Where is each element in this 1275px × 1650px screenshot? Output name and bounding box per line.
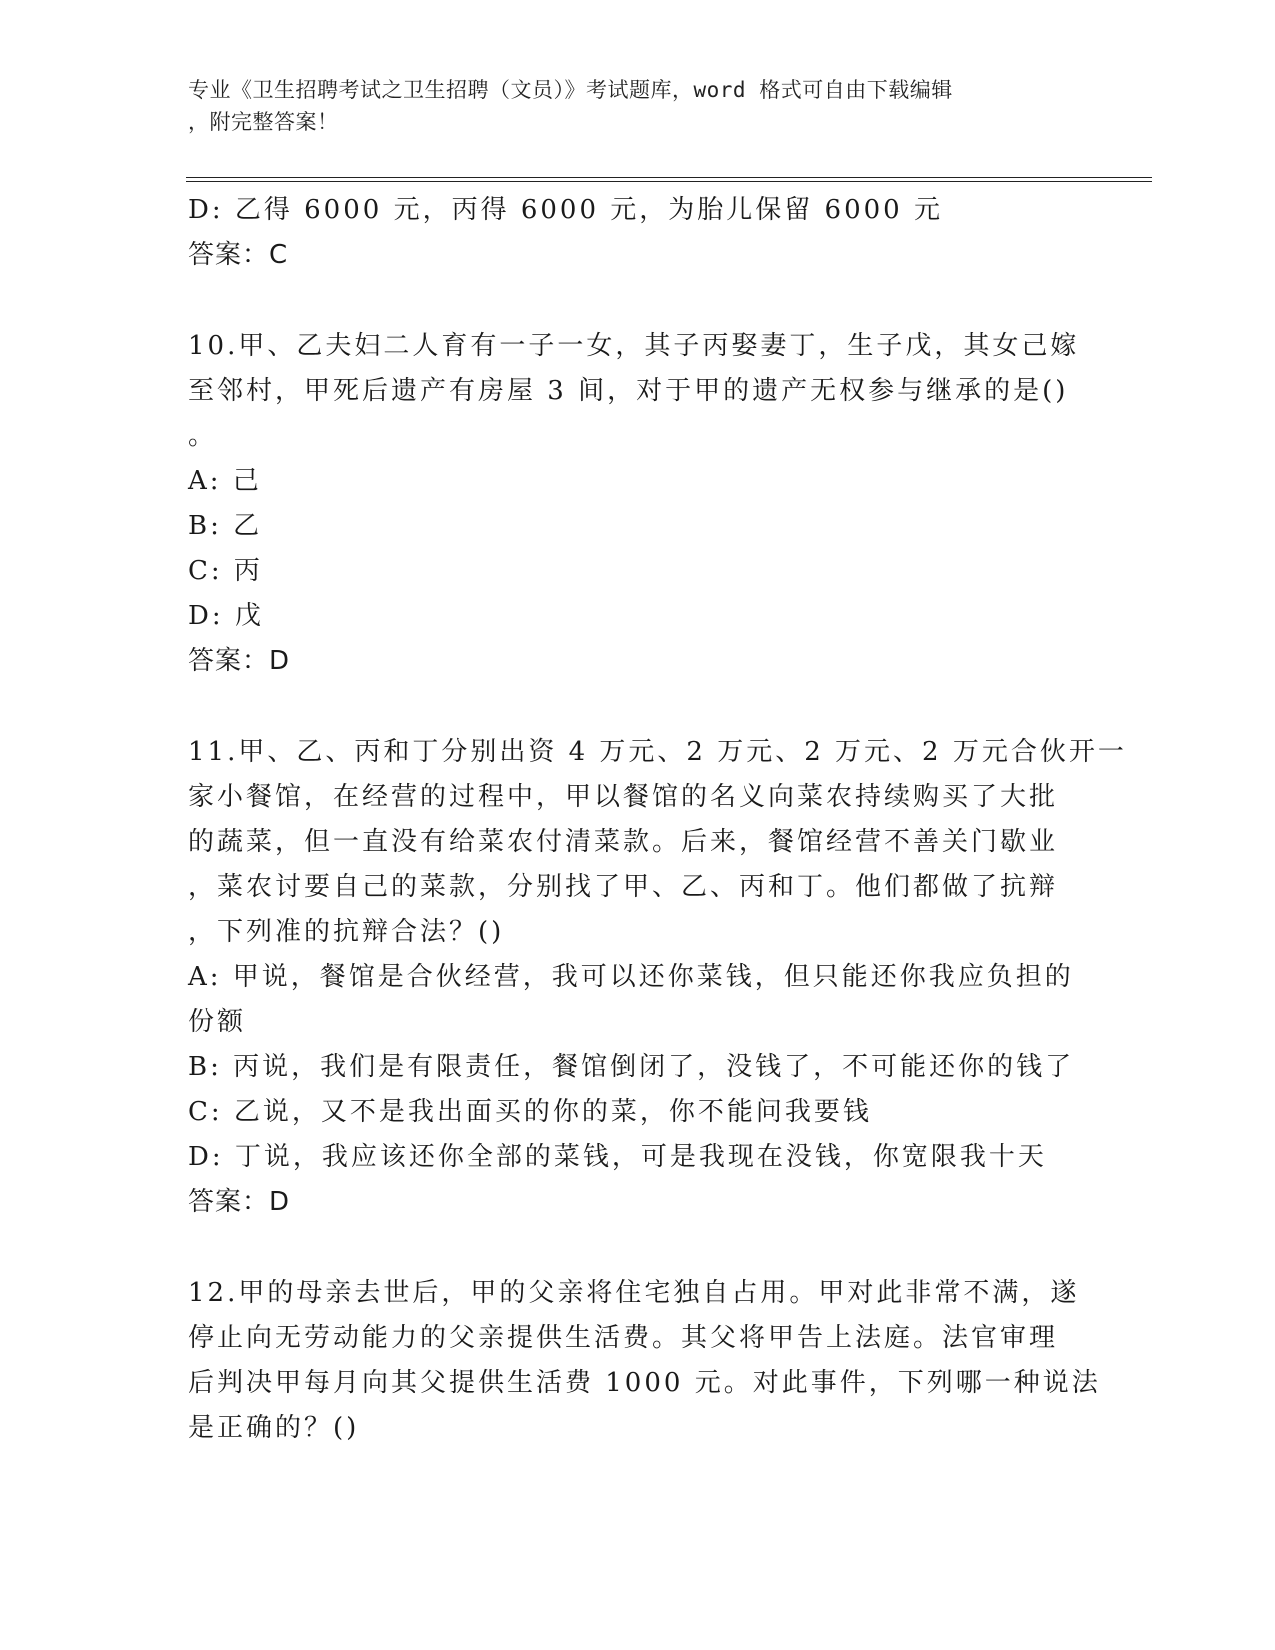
q10-option-a: A: 己 [188,466,262,496]
q10-option-b: B: 乙 [188,511,263,541]
q9-option-d: D: 乙得 6000 元，丙得 6000 元，为胎儿保留 6000 元 [188,195,943,225]
q10-option-c: C: 丙 [188,556,263,586]
q11-option-c: C: 乙说，又不是我出面买的你的菜，你不能问我要钱 [188,1097,872,1127]
q11-option-a: A: 甲说，餐馆是合伙经营，我可以还你菜钱，但只能还你我应负担的 [188,962,1074,992]
q10-stem-line-3: 。 [188,421,218,451]
q12-stem-line-4: 是正确的？() [188,1413,360,1443]
q11-option-d: D: 丁说，我应该还你全部的菜钱，可是我现在没钱，你宽限我十天 [188,1142,1047,1172]
q10-stem-line-1: 10.甲、乙夫妇二人育有一子一女，其子丙娶妻丁，生子戊，其女己嫁 [188,331,1080,361]
question-11 [188,730,1127,1225]
header-rule-bottom [186,181,1152,182]
page-header [188,74,1068,138]
q12-stem-line-3: 后判决甲每月向其父提供生活费 1000 元。对此事件，下列哪一种说法 [188,1368,1101,1398]
q10-option-d: D: 戊 [188,601,264,631]
q11-stem-line-3: 的蔬菜，但一直没有给菜农付清菜款。后来，餐馆经营不善关门歇业 [188,827,1059,857]
header-line-2: ，附完整答案！ [188,110,339,134]
question-12 [188,1271,1101,1451]
question-10 [188,324,1088,684]
q10-stem-line-2: 至邻村，甲死后遗产有房屋 3 间，对于甲的遗产无权参与继承的是() [188,376,1069,406]
q11-stem-line-5: ，下列准的抗辩合法？() [188,917,505,947]
q11-stem-line-2: 家小餐馆，在经营的过程中，甲以餐馆的名义向菜农持续购买了大批 [188,782,1059,812]
q12-stem-line-2: 停止向无劳动能力的父亲提供生活费。其父将甲告上法庭。法官审理 [188,1323,1059,1353]
q11-stem-line-1: 11.甲、乙、丙和丁分别出资 4 万元、2 万元、2 万元、2 万元合伙开一 [188,737,1127,767]
q9-answer: 答案：C [188,240,289,270]
q12-stem-line-1: 12.甲的母亲去世后，甲的父亲将住宅独自占用。甲对此非常不满，遂 [188,1278,1080,1308]
q11-answer: 答案：D [188,1187,291,1217]
q11-option-b: B: 丙说，我们是有限责任，餐馆倒闭了，没钱了，不可能还你的钱了 [188,1052,1075,1082]
document-body [188,188,1127,1451]
q10-answer: 答案：D [188,646,291,676]
q11-stem-line-4: ，菜农讨要自己的菜款，分别找了甲、乙、丙和丁。他们都做了抗辩 [188,872,1059,902]
header-rule-top [186,177,1152,178]
header-line-1: 专业《卫生招聘考试之卫生招聘（文员）》考试题库，word 格式可自由下载编辑 [188,78,953,102]
q11-option-a-cont: 份额 [188,1007,247,1037]
